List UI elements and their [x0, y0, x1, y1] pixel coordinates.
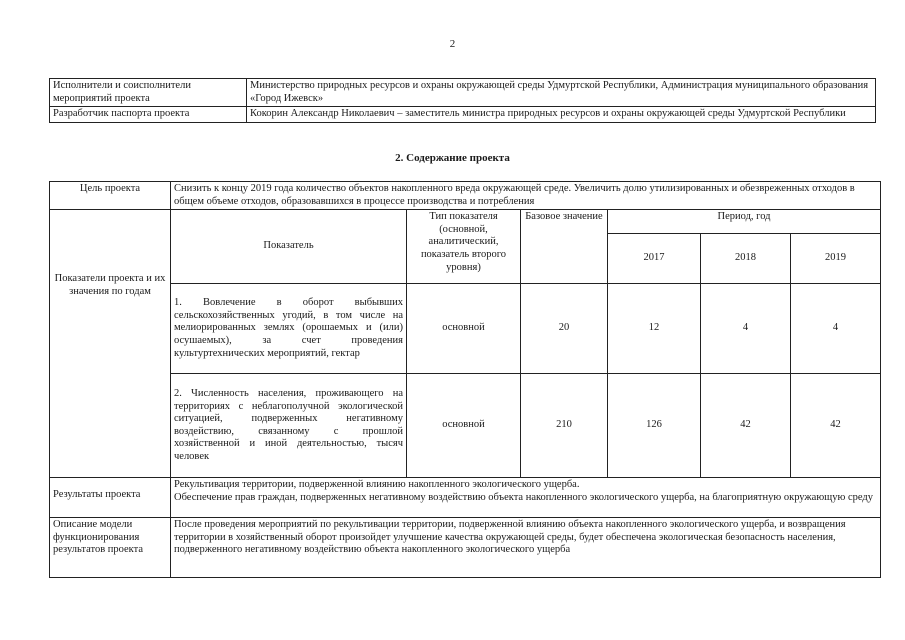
indicator-1-name: 1. Вовлечение в оборот выбывших сельскохозяйственных угодий, в том числе на мелиорированных землях (орошаемых и (или) осушаемых), за счет проведения культуртехнических мероприятий, гектар: [171, 284, 407, 374]
indicator-2-type: основной: [407, 374, 521, 478]
indicator-2-base: 210: [521, 374, 608, 478]
table-row: [50, 284, 881, 374]
results-line-1: Рекультивация территории, подверженной влиянию накопленного экологического ущерба.: [174, 479, 580, 491]
goal-row: [50, 182, 881, 210]
goal-label: Цель проекта: [50, 182, 171, 210]
indicator-1-2019: 4: [791, 284, 881, 374]
year-2019-header: 2019: [791, 234, 881, 284]
indicator-2-2018: 42: [701, 374, 791, 478]
content-table: [49, 181, 881, 578]
results-row: [50, 478, 881, 518]
indicator-2-2017: 126: [608, 374, 701, 478]
col-type-header: Тип показателя (основной, аналитический, показатель второго уровня): [407, 210, 521, 284]
col-period-header: Период, год: [608, 210, 881, 234]
developer-value: Кокорин Александр Николаевич – заместитель министра природных ресурсов и охраны окружающей среды Удмуртской Республики: [247, 107, 876, 123]
model-row: [50, 518, 881, 578]
table-row: [50, 374, 881, 478]
indicators-label: Показатели проекта и их значения по годам: [54, 273, 166, 297]
model-text: После проведения мероприятий по рекультивации территории, подверженной влиянию объекта накопленного экологического ущерба, и возвращения территории в хозяйственный оборот произойдет улучшение качества окружающей среды, будет обеспечена экологическая безопасность населения, подверженного негативному воздействию объекта накопленного экологического ущерба: [171, 518, 881, 578]
results-text-cell: [171, 478, 881, 518]
year-2017-header: 2017: [608, 234, 701, 284]
col-indicator-header: Показатель: [171, 210, 407, 284]
page-number: 2: [449, 38, 456, 50]
results-line-2: Обеспечение прав граждан, подверженных негативному воздействию объекта накопленного экологического ущерба, на благоприятную окружающую среду: [174, 491, 874, 503]
executors-label: Исполнители и соисполнители мероприятий проекта: [50, 79, 247, 107]
indicators-label-cell: [50, 210, 171, 478]
indicator-1-base: 20: [521, 284, 608, 374]
results-label: Результаты проекта: [53, 489, 141, 501]
indicator-1-2017: 12: [608, 284, 701, 374]
header-table: [49, 78, 876, 123]
developer-label: Разработчик паспорта проекта: [50, 107, 247, 123]
indicator-1-type: основной: [407, 284, 521, 374]
col-base-header: Базовое значение: [521, 210, 608, 284]
table-row: [50, 79, 876, 107]
indicator-2-2019: 42: [791, 374, 881, 478]
table-row: [50, 107, 876, 123]
section-title: 2. Содержание проекта: [395, 152, 510, 164]
results-label-cell: [50, 478, 171, 518]
indicator-1-2018: 4: [701, 284, 791, 374]
model-label: Описание модели функционирования результатов проекта: [50, 518, 171, 578]
year-2018-header: 2018: [701, 234, 791, 284]
executors-value: Министерство природных ресурсов и охраны окружающей среды Удмуртской Республики, Администрация муниципального образования «Город Ижевск»: [247, 79, 876, 107]
indicator-2-name: 2. Численность населения, проживающего на территориях с неблагополучной экологической ситуацией, подверженных негативному воздействию, связанному с прошлой хозяйственной и иной деятельностью, тысяч человек: [171, 374, 407, 478]
goal-text: Снизить к концу 2019 года количество объектов накопленного вреда окружающей среде. Увеличить долю утилизированных и обезвреженных отходов в общем объеме отходов, образовавшихся в процессе производства и потребления: [171, 182, 881, 210]
header-row: [50, 210, 881, 234]
